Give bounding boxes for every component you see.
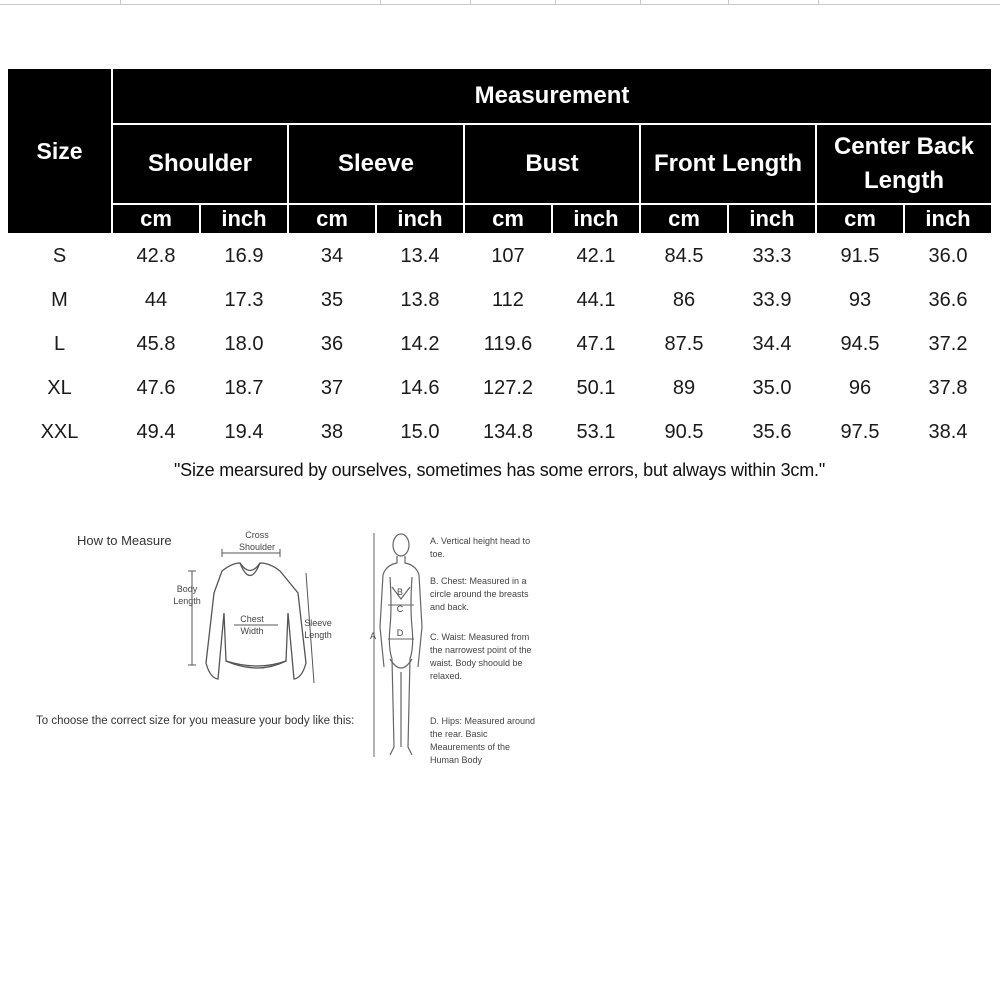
figure-letter-c: C [396,604,404,614]
sleeve-length-label: Sleeve Length [304,618,332,640]
value-cell: 36 [288,322,376,366]
value-cell: 19.4 [200,410,288,454]
value-cell: 18.0 [200,322,288,366]
group-header: Shoulder [112,124,288,204]
value-cell: 35.0 [728,366,816,410]
chest-width-label: Chest Width [240,614,264,636]
group-header: Bust [464,124,640,204]
value-cell: 36.6 [904,278,992,322]
value-cell: 87.5 [640,322,728,366]
measure-instruction: To choose the correct size for you measure your body like this: [36,715,355,727]
top-border-line [0,0,1000,5]
table-row [7,278,992,322]
value-cell: 89 [640,366,728,410]
size-column-header: Size [7,68,112,234]
value-cell: 38 [288,410,376,454]
unit-header: cm [816,204,904,234]
value-cell: 47.1 [552,322,640,366]
value-cell: 33.3 [728,234,816,278]
value-cell: 44.1 [552,278,640,322]
value-cell: 42.8 [112,234,200,278]
measurement-note: "Size mearsured by ourselves, sometimes has some errors, but always within 3cm." [7,454,992,486]
body-figure-diagram [368,527,438,772]
value-cell: 14.2 [376,322,464,366]
value-cell: 90.5 [640,410,728,454]
value-cell: 97.5 [816,410,904,454]
value-cell: 119.6 [464,322,552,366]
group-header: Center Back Length [816,124,992,204]
figure-letter-d: D [396,628,404,638]
table-row [7,410,992,454]
measurement-header: Measurement [112,68,992,124]
table-row [7,366,992,410]
unit-header: cm [640,204,728,234]
value-cell: 14.6 [376,366,464,410]
value-cell: 13.4 [376,234,464,278]
legend-c: C. Waist: Measured from the narrowest point of the waist. Body shoould be relaxed. [430,632,532,681]
size-cell: L [7,322,112,366]
value-cell: 112 [464,278,552,322]
value-cell: 91.5 [816,234,904,278]
unit-header: inch [376,204,464,234]
unit-header: cm [112,204,200,234]
value-cell: 34.4 [728,322,816,366]
legend-b: B. Chest: Measured in a circle around the breasts and back. [430,576,529,612]
value-cell: 35.6 [728,410,816,454]
value-cell: 36.0 [904,234,992,278]
value-cell: 50.1 [552,366,640,410]
table-row [7,234,992,278]
how-to-measure-guide [20,515,580,785]
size-cell: M [7,278,112,322]
note-row [7,454,992,486]
value-cell: 13.8 [376,278,464,322]
value-cell: 35 [288,278,376,322]
value-cell: 53.1 [552,410,640,454]
value-cell: 134.8 [464,410,552,454]
value-cell: 127.2 [464,366,552,410]
value-cell: 15.0 [376,410,464,454]
value-cell: 18.7 [200,366,288,410]
table-row [7,322,992,366]
size-chart-table [6,67,993,487]
value-cell: 96 [816,366,904,410]
value-cell: 42.1 [552,234,640,278]
value-cell: 34 [288,234,376,278]
value-cell: 44 [112,278,200,322]
size-cell: XXL [7,410,112,454]
figure-letter-b: B [396,587,403,597]
legend-a: A. Vertical height head to toe. [430,536,531,559]
unit-header: inch [200,204,288,234]
value-cell: 37.8 [904,366,992,410]
value-cell: 84.5 [640,234,728,278]
group-header: Front Length [640,124,816,204]
value-cell: 94.5 [816,322,904,366]
value-cell: 93 [816,278,904,322]
how-to-measure-title: How to Measure [77,533,172,548]
value-cell: 33.9 [728,278,816,322]
size-cell: XL [7,366,112,410]
value-cell: 17.3 [200,278,288,322]
unit-header: cm [288,204,376,234]
value-cell: 49.4 [112,410,200,454]
legend-d: D. Hips: Measured around the rear. Basic Meaurements of the Human Body [430,716,536,765]
group-header: Sleeve [288,124,464,204]
size-cell: S [7,234,112,278]
figure-letter-a: A [369,631,376,641]
value-cell: 37.2 [904,322,992,366]
value-cell: 86 [640,278,728,322]
unit-header: inch [728,204,816,234]
value-cell: 16.9 [200,234,288,278]
unit-header: inch [904,204,992,234]
unit-header: inch [552,204,640,234]
value-cell: 47.6 [112,366,200,410]
body-length-label: Body Length [173,584,201,606]
cross-shoulder-label: Cross Shoulder [238,530,276,552]
value-cell: 37 [288,366,376,410]
value-cell: 45.8 [112,322,200,366]
value-cell: 107 [464,234,552,278]
value-cell: 38.4 [904,410,992,454]
unit-header: cm [464,204,552,234]
